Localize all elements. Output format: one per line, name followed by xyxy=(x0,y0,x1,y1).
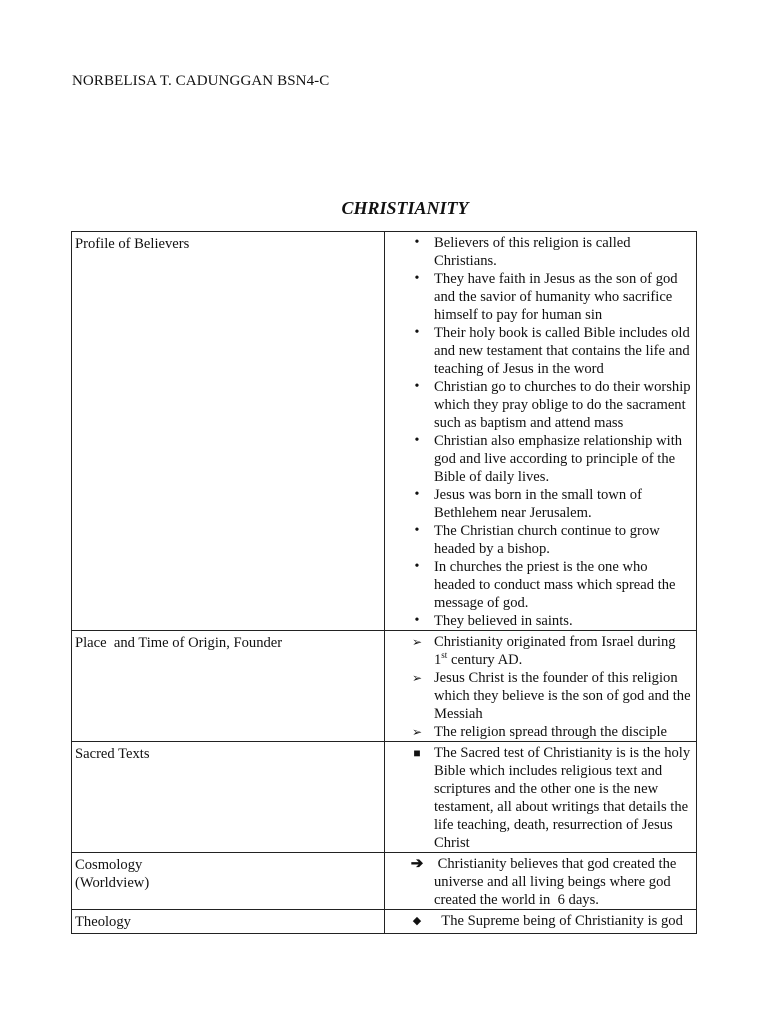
row-content xyxy=(385,232,697,631)
list-item xyxy=(385,723,692,741)
table-row-sacred-texts xyxy=(72,742,697,853)
list-item xyxy=(385,912,692,930)
row-label xyxy=(72,853,385,910)
list-item-text: The Sacred test of Christianity is is the holy Bible which includes religious text and scriptures and the other one is the new testament, all about writings that details the life teaching, death, resurrection of Jesus Christ xyxy=(434,745,694,851)
row-label xyxy=(72,232,385,631)
bullet-marker-icon: • xyxy=(414,325,420,340)
bullet-marker-icon: • xyxy=(414,433,420,448)
list-item-text: Jesus Christ is the founder of this religion which they believe is the son of god and the Messiah xyxy=(434,670,695,722)
list-item xyxy=(385,432,692,486)
document-title: CHRISTIANITY xyxy=(341,198,469,218)
religion-profile-table xyxy=(71,231,697,934)
list-item-text: Jesus was born in the small town of Bethlehem near Jerusalem. xyxy=(434,487,646,521)
content-list xyxy=(385,633,695,741)
arrowhead-marker-icon: ➢ xyxy=(411,725,423,739)
list-item-text: Believers of this religion is called Christians. xyxy=(434,235,635,269)
list-item xyxy=(385,486,692,522)
list-item-text: The Christian church continue to grow headed by a bishop. xyxy=(434,523,664,557)
content-list xyxy=(385,234,695,630)
author-line: NORBELISA T. CADUNGGAN BSN4-C xyxy=(72,73,330,89)
table-row-theology xyxy=(72,910,697,934)
content-list xyxy=(385,744,692,852)
bullet-marker-icon: • xyxy=(414,379,420,394)
list-item xyxy=(385,378,695,432)
list-item xyxy=(385,270,692,324)
list-item xyxy=(385,669,695,723)
list-item xyxy=(385,522,692,558)
list-item-text: Their holy book is called Bible includes old and new testament that contains the life and teaching of Jesus in the word xyxy=(434,325,694,377)
row-content xyxy=(385,910,697,934)
list-item xyxy=(385,855,692,909)
arrow-marker-icon: ➔ xyxy=(410,856,424,872)
row-content xyxy=(385,853,697,910)
row-label-line: Profile of Believers xyxy=(75,236,190,252)
row-label-line: Cosmology xyxy=(75,857,143,873)
list-item-text: The religion spread through the disciple xyxy=(434,724,668,740)
list-item-text: Christian go to churches to do their worship which they pray oblige to do the sacrament such as baptism and attend mass xyxy=(434,379,695,431)
bullet-marker-icon: • xyxy=(414,559,420,574)
table-row-profile-of-believers xyxy=(72,232,697,631)
list-item-text: They believed in saints. xyxy=(434,613,573,629)
list-item-text: Christian also emphasize relationship with god and live according to principle of the Bible of daily lives. xyxy=(434,433,686,485)
list-item-text: They have faith in Jesus as the son of god and the savior of humanity who sacrifice himself to pay for human sin xyxy=(434,271,682,323)
row-content xyxy=(385,631,697,742)
list-item-text: Christianity believes that god created the universe and all living beings where god created the world in 6 days. xyxy=(434,856,681,908)
arrowhead-marker-icon: ➢ xyxy=(411,635,423,649)
list-item xyxy=(385,612,692,630)
list-item xyxy=(385,744,692,852)
row-label xyxy=(72,910,385,934)
bullet-marker-icon: • xyxy=(414,487,420,502)
square-marker-icon: ■ xyxy=(413,746,421,760)
row-label-line: Sacred Texts xyxy=(75,746,150,762)
row-label xyxy=(72,742,385,853)
arrowhead-marker-icon: ➢ xyxy=(411,671,423,685)
bullet-marker-icon: • xyxy=(414,235,420,250)
bullet-marker-icon: • xyxy=(414,613,420,628)
content-list xyxy=(385,912,692,930)
row-label-line: (Worldview) xyxy=(75,875,150,891)
content-list xyxy=(385,855,692,909)
list-item xyxy=(385,234,692,270)
list-item xyxy=(385,324,692,378)
list-item-text: In churches the priest is the one who headed to conduct mass which spread the message of god. xyxy=(434,559,680,611)
bullet-marker-icon: • xyxy=(414,523,420,538)
list-item-text: The Supreme being of Christianity is god xyxy=(434,913,683,929)
list-item-text: Christianity originated from Israel during 1st century AD. xyxy=(434,634,680,668)
bullet-marker-icon: • xyxy=(414,271,420,286)
list-item xyxy=(385,633,692,669)
table-row-place-and-time-of-origin-founder xyxy=(72,631,697,742)
row-label-line: Theology xyxy=(75,914,131,930)
row-content xyxy=(385,742,697,853)
row-label xyxy=(72,631,385,742)
table-row-cosmology-worldview xyxy=(72,853,697,910)
list-item xyxy=(385,558,692,612)
diamond-marker-icon: ◆ xyxy=(412,915,422,927)
row-label-line: Place and Time of Origin, Founder xyxy=(75,635,283,651)
